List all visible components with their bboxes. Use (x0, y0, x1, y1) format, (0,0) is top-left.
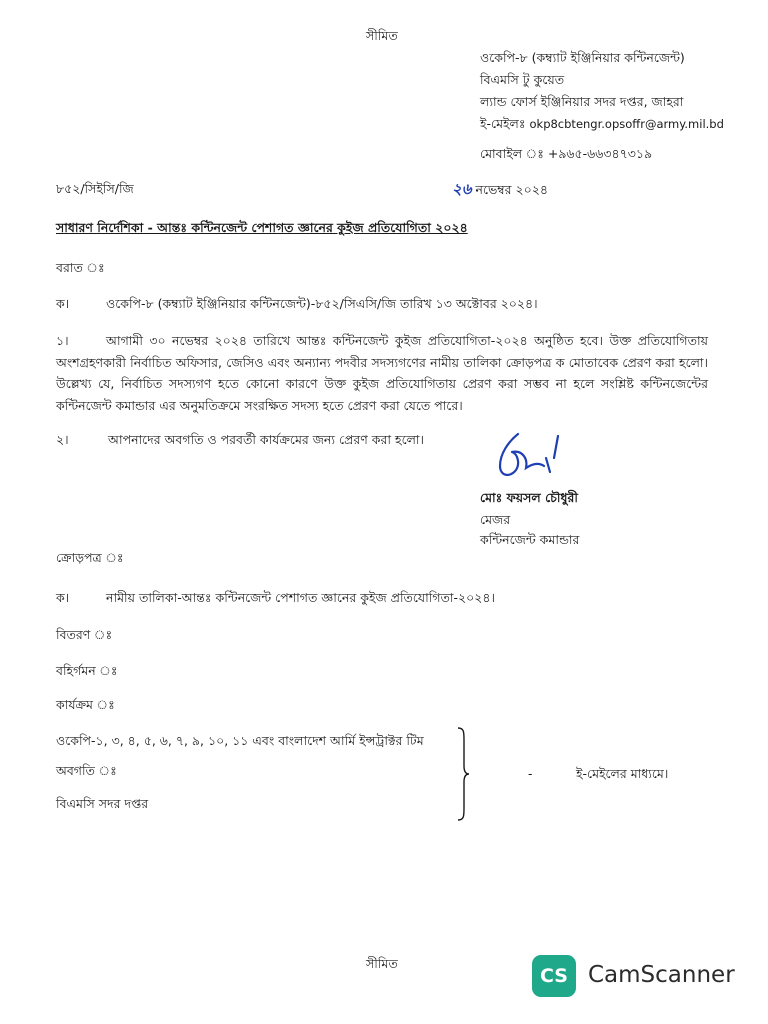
paragraph-1 (56, 330, 708, 416)
paragraph-2-text: আপনাদের অবগতি ও পরবর্তী কার্যক্রমের জন্য প্রেরণ করা হলো। (108, 432, 425, 447)
classification-top: সীমিত (366, 28, 398, 43)
classification-bottom: সীমিত (366, 956, 398, 971)
sender-line-3: ল্যান্ড ফোর্স ইঞ্জিনিয়ার সদর দপ্তর, জাহরা (480, 94, 684, 109)
enclosure-label: ক্রোড়পত্র ঃ (56, 550, 124, 565)
paragraph-1-text: আগামী ৩০ নভেম্বর ২০২৪ তারিখে আন্তঃ কন্টিনজেন্ট কুইজ প্রতিযোগিতা-২০২৪ অনুষ্ঠিত হবে। উক্ত প্রতিযোগিতায় অংশগ্রহণকারী নির্বাচিত অফিসার, জেসিও এবং অন্যান্য পদবীর সদস্যগণের নামীয় তালিকা ক্রোড়পত্র ক মোতাবেক প্রেরণ করা হলো। উল্লেখ্য যে, নির্বাচিত সদস্যগণ হতে কোনো কারণে উক্ত কুইজ প্রতিযোগিতায় প্রেরণ করা সম্ভব না হলে সংশ্লিষ্ট কন্টিনজেন্টের কন্টিনজেন্ট কমান্ডার এর অনুমতিক্রমে সংরক্ষিত সদস্য হতে প্রেরণ করা যেতে পারে। (56, 333, 708, 413)
paragraph-1-marker: ১। (56, 333, 69, 348)
sender-line-2: বিএমসি টু কুয়েত (480, 72, 565, 87)
reference-number: ৮৫২/সিইসি/জি (56, 181, 134, 196)
signature-mark (488, 428, 570, 484)
reference-item-text: ওকেপি-৮ (কম্ব্যাট ইঞ্জিনিয়ার কন্টিনজেন্ট)-৮৫২/সিএসি/জি তারিখ ১৩ অক্টোবর ২০২৪। (106, 296, 538, 311)
letter-date (452, 178, 548, 203)
reference-item-marker: ক। (56, 296, 70, 311)
sender-line-1: ওকেপি-৮ (কম্ব্যাট ইঞ্জিনিয়ার কন্টিনজেন্ট) (480, 50, 685, 65)
curly-brace (456, 726, 470, 822)
subject-line: সাধারণ নির্দেশিকা - আন্তঃ কন্টিনজেন্ট পেশাগত জ্ঞানের কুইজ প্রতিযোগিতা ২০২৪ (56, 220, 468, 235)
distribution-dash: - (528, 766, 533, 781)
info-label: অবগতি ঃ (56, 763, 117, 778)
camscanner-name: CamScanner (588, 962, 735, 988)
info-list: বিএমসি সদর দপ্তর (56, 796, 149, 811)
enclosure-item-text: নামীয় তালিকা-আন্তঃ কন্টিনজেন্ট পেশাগত জ্ঞানের কুইজ প্রতিযোগিতা-২০২৪। (106, 590, 496, 605)
signatory-name: মোঃ ফয়সল চৌধুরী (480, 490, 578, 505)
camscanner-logo: CS (532, 955, 576, 997)
signatory-rank: মেজর (480, 512, 511, 527)
distribution-label: বিতরণ ঃ (56, 627, 113, 642)
enclosure-item-marker: ক। (56, 590, 70, 605)
action-list: ওকেপি-১, ৩, ৪, ৫, ৬, ৭, ৯, ১০, ১১ এবং বাংলাদেশ আর্মি ইন্সট্রাক্টর টিম (56, 733, 424, 748)
date-month-year: নভেম্বর ২০২৪ (475, 182, 549, 197)
external-label: বহির্গমন ঃ (56, 663, 118, 678)
mobile-line: মোবাইল ঃ +৯৬৫-৬৬৩৪৭৩১৯ (480, 146, 653, 161)
action-label: কার্যক্রম ঃ (56, 697, 115, 712)
distribution-via: ই-মেইলের মাধ্যমে। (576, 766, 669, 781)
email-value: okp8cbtengr.opsoffr@army.mil.bd (529, 117, 724, 131)
paragraph-2-marker: ২। (56, 432, 69, 447)
reference-label: বরাত ঃ (56, 260, 105, 275)
date-day-handwritten: ২৬ (452, 180, 472, 198)
email-label: ই-মেইলঃ (480, 116, 526, 131)
signatory-appointment: কন্টিনজেন্ট কমান্ডার (480, 532, 580, 547)
email-line (480, 116, 724, 136)
